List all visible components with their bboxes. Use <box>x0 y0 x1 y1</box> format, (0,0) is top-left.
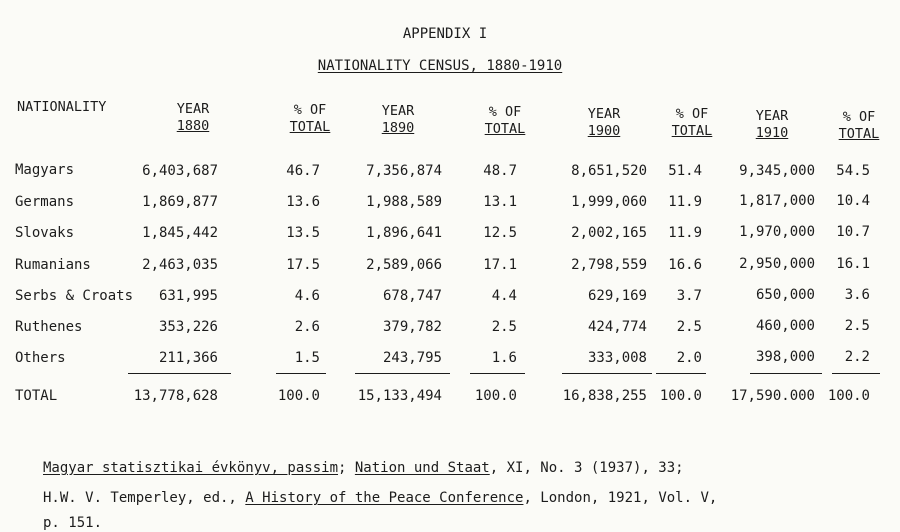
sum-rule-pct-1890 <box>470 373 525 374</box>
cell-1890: 1,896,641 <box>366 225 442 241</box>
header-pct-1910: % OF TOTAL <box>838 109 880 142</box>
cell-1900: 629,169 <box>587 288 647 304</box>
cell-1910: 460,000 <box>755 318 815 334</box>
cell-pct-1900: 51.4 <box>668 163 702 179</box>
total-1910: 17,590.000 <box>730 388 815 404</box>
cell-1880: 211,366 <box>158 350 218 366</box>
cell-pct-1880: 17.5 <box>286 257 320 273</box>
cell-1880: 2,463,035 <box>142 257 218 273</box>
cell-1900: 2,002,165 <box>571 225 647 241</box>
cell-1880: 353,226 <box>158 319 218 335</box>
cell-1900: 8,651,520 <box>571 163 647 179</box>
cell-pct-1900: 3.7 <box>676 288 702 304</box>
cell-pct-1890: 2.5 <box>491 319 517 335</box>
row-name-ruthenes: Ruthenes <box>15 319 83 335</box>
cell-pct-1890: 13.1 <box>483 194 517 210</box>
cell-pct-1880: 13.6 <box>286 194 320 210</box>
total-1900: 16,838,255 <box>562 388 647 404</box>
header-nationality: NATIONALITY <box>17 99 107 115</box>
header-year-1910: YEAR 1910 <box>755 108 789 141</box>
page-title: NATIONALITY CENSUS, 1880-1910 <box>317 58 563 74</box>
cell-1890: 1,988,589 <box>366 194 442 210</box>
cell-pct-1910: 54.5 <box>836 163 870 179</box>
cell-pct-1880: 1.5 <box>294 350 320 366</box>
appendix-label: APPENDIX I <box>402 26 488 42</box>
sum-rule-pct-1910 <box>832 373 880 374</box>
cell-1890: 678,747 <box>382 288 442 304</box>
cell-pct-1890: 48.7 <box>483 163 517 179</box>
cell-pct-1880: 4.6 <box>294 288 320 304</box>
cell-pct-1890: 1.6 <box>491 350 517 366</box>
cell-1900: 424,774 <box>587 319 647 335</box>
cell-pct-1880: 2.6 <box>294 319 320 335</box>
header-pct-1890: % OF TOTAL <box>484 104 526 137</box>
cell-1910: 398,000 <box>755 349 815 365</box>
total-pct-1910: 100.0 <box>827 388 870 404</box>
cell-1880: 1,869,877 <box>142 194 218 210</box>
cell-pct-1890: 4.4 <box>491 288 517 304</box>
cell-1880: 1,845,442 <box>142 225 218 241</box>
cell-pct-1910: 3.6 <box>844 287 870 303</box>
cell-pct-1910: 10.4 <box>836 193 870 209</box>
row-name-magyars: Magyars <box>15 162 75 178</box>
cell-1900: 2,798,559 <box>571 257 647 273</box>
cell-pct-1900: 2.0 <box>676 350 702 366</box>
cell-pct-1910: 16.1 <box>836 256 870 272</box>
sum-rule-1880 <box>128 373 231 374</box>
cell-pct-1910: 2.2 <box>844 349 870 365</box>
sum-rule-1910 <box>750 373 822 374</box>
total-1880: 13,778,628 <box>133 388 218 404</box>
citation-line-2: H.W. V. Temperley, ed., A History of the Peace Conference, London, 1921, Vol. V, <box>43 490 718 506</box>
row-name-total: TOTAL <box>15 388 58 404</box>
cell-pct-1880: 46.7 <box>286 163 320 179</box>
citation-source-peace-conference: A History of the Peace Conference <box>245 490 524 506</box>
cell-1910: 650,000 <box>755 287 815 303</box>
header-pct-1900: % OF TOTAL <box>671 106 713 139</box>
header-year-1900: YEAR 1900 <box>587 106 621 139</box>
cell-pct-1900: 11.9 <box>668 225 702 241</box>
row-name-germans: Germans <box>15 194 75 210</box>
cell-pct-1890: 17.1 <box>483 257 517 273</box>
header-year-1890: YEAR 1890 <box>381 103 415 136</box>
citation-line-1: Magyar statisztikai évkönyv, passim; Nation und Staat, XI, No. 3 (1937), 33; <box>43 460 684 476</box>
cell-1890: 243,795 <box>382 350 442 366</box>
cell-pct-1890: 12.5 <box>483 225 517 241</box>
cell-pct-1900: 11.9 <box>668 194 702 210</box>
total-1890: 15,133,494 <box>357 388 442 404</box>
cell-pct-1910: 2.5 <box>844 318 870 334</box>
cell-1890: 7,356,874 <box>366 163 442 179</box>
cell-1890: 379,782 <box>382 319 442 335</box>
sum-rule-pct-1880 <box>276 373 326 374</box>
cell-1880: 6,403,687 <box>142 163 218 179</box>
cell-1910: 1,817,000 <box>739 193 815 209</box>
header-pct-1880: % OF TOTAL <box>289 102 331 135</box>
citation-line-3: p. 151. <box>43 515 103 531</box>
cell-1890: 2,589,066 <box>366 257 442 273</box>
row-name-rumanians: Rumanians <box>15 257 91 273</box>
total-pct-1900: 100.0 <box>659 388 702 404</box>
total-pct-1880: 100.0 <box>277 388 320 404</box>
citation-source-yearbook: Magyar statisztikai évkönyv, passim <box>43 460 339 476</box>
cell-1900: 333,008 <box>587 350 647 366</box>
cell-pct-1880: 13.5 <box>286 225 320 241</box>
header-year-1880: YEAR 1880 <box>176 101 210 134</box>
row-name-serbs-croats: Serbs & Croats <box>15 288 134 304</box>
row-name-slovaks: Slovaks <box>15 225 75 241</box>
cell-pct-1900: 16.6 <box>668 257 702 273</box>
sum-rule-1890 <box>355 373 450 374</box>
cell-1910: 2,950,000 <box>739 256 815 272</box>
cell-1910: 1,970,000 <box>739 224 815 240</box>
sum-rule-pct-1900 <box>656 373 706 374</box>
cell-1900: 1,999,060 <box>571 194 647 210</box>
citation-source-nation-und-staat: Nation und Staat <box>354 460 490 476</box>
sum-rule-1900 <box>562 373 652 374</box>
cell-1880: 631,995 <box>158 288 218 304</box>
total-pct-1890: 100.0 <box>474 388 517 404</box>
cell-pct-1910: 10.7 <box>836 224 870 240</box>
cell-pct-1900: 2.5 <box>676 319 702 335</box>
cell-1910: 9,345,000 <box>739 163 815 179</box>
row-name-others: Others <box>15 350 66 366</box>
